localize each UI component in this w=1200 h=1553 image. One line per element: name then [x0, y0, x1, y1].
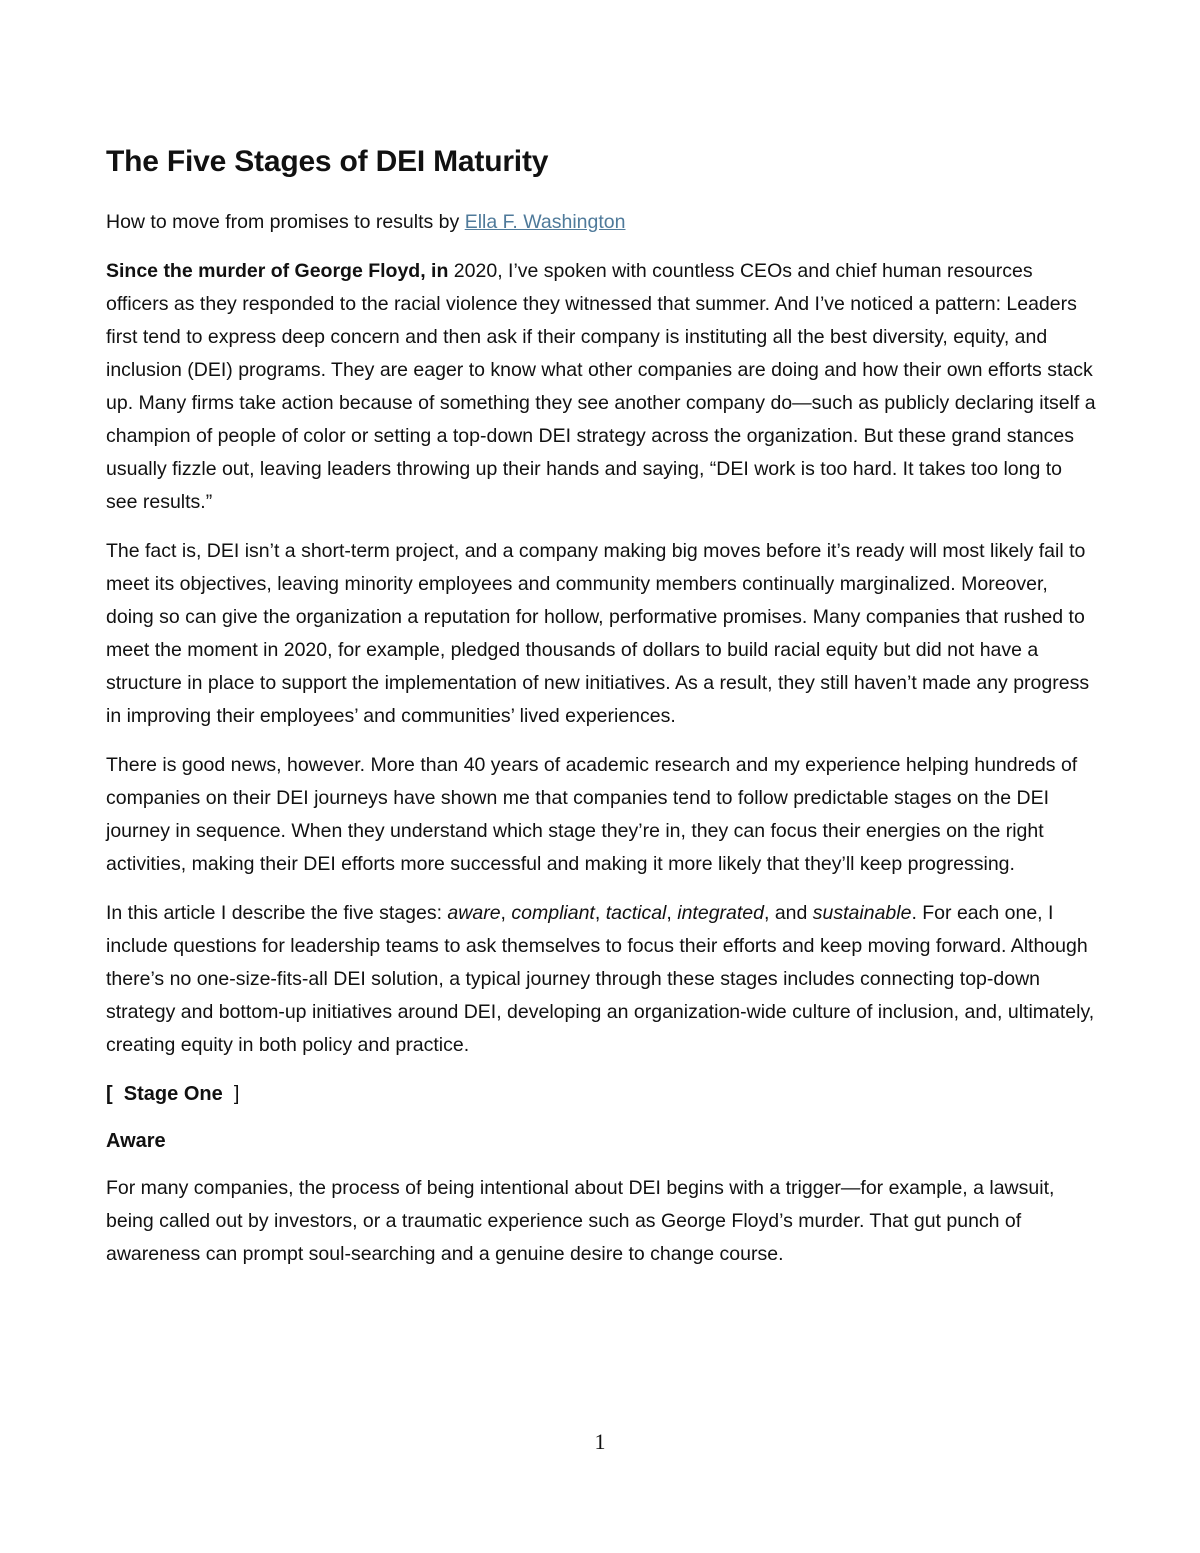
paragraph-aware-stage: For many companies, the process of being intentional about DEI begins with a trigger—for example, a lawsuit, being called out by investors, or a traumatic experience such as George Floyd’s murder. That gut punch of awareness can prompt soul-searching and a genuine desire to change course. — [106, 1177, 1055, 1265]
stage-open-bracket: [ — [106, 1083, 113, 1105]
article-title: The Five Stages of DEI Maturity — [106, 145, 549, 178]
document-body — [106, 142, 1096, 1287]
author-link[interactable]: Ella F. Washington — [464, 211, 626, 233]
stage-term-sustainable: sustainable — [812, 902, 912, 924]
paragraph-intro-body: 2020, I’ve spoken with countless CEOs and chief human resources officers as they responded to the racial violence they witnessed that summer. And I’ve noticed a pattern: Leaders first tend to express deep concern and then ask if their company is instituting all the best diversity, equity, and inclusion (DEI) programs. They are eager to know what other companies are doing and how their own efforts stack up. Many firms take action because of something they see another company do—such as publicly declaring itself a champion of people of color or setting a top-down DEI strategy across the organization. But these grand stances usually fizzle out, leaving leaders throwing up their hands and saying, “DEI work is too hard. It takes too long to see results.” — [106, 260, 1096, 513]
page-number: 1 — [594, 1429, 606, 1454]
article-subtitle — [106, 206, 1096, 239]
stage-label: Stage One — [123, 1083, 223, 1105]
paragraph-good-news: There is good news, however. More than 40 years of academic research and my experience helping hundreds of companies on their DEI journeys have shown me that companies tend to follow predictable stages on the DEI journey in sequence. When they understand which stage they’re in, they can focus their energies on the right activities, making their DEI efforts more successful and making it more likely that they’ll keep progressing. — [106, 754, 1078, 875]
stage-term-aware: aware — [447, 902, 501, 924]
paragraph-lead-in: Since the murder of George Floyd, in — [106, 260, 449, 282]
paragraph-short-term: The fact is, DEI isn’t a short-term project, and a company making big moves before it’s ready will most likely fail to meet its objectives, leaving minority employees and community members continually marginalized. Moreover, doing so can give the organization a reputation for hollow, performative promises. Many companies that rushed to meet the moment in 2020, for example, pledged thousands of dollars to build racial equity but did not have a structure in place to support the implementation of new initiatives. As a result, they still haven’t made any progress in improving their employees’ and communities’ lived experiences. — [106, 540, 1090, 727]
stage-term-compliant: compliant — [511, 902, 595, 924]
paragraph-five-stages-intro: In this article I describe the five stages: — [106, 902, 448, 924]
stage-heading — [106, 1078, 1096, 1111]
stage-close-bracket: ] — [233, 1083, 240, 1105]
stage-term-tactical: tactical — [605, 902, 667, 924]
paragraph-intro — [106, 255, 1096, 519]
stage-name: Aware — [106, 1130, 166, 1152]
paragraph-five-stages-body: . For each one, I include questions for leadership teams to ask themselves to focus their efforts and keep moving forward. Although there’s no one-size-fits-all DEI solution, a typical journey through these stages includes connecting top-down strategy and bottom-up initiatives around DEI, developing an organization-wide culture of inclusion, and, ultimately, creating equity in both policy and practice. — [106, 902, 1095, 1056]
paragraph-five-stages: In this article I describe the five stages: aware, compliant, tactical, integrated, and sustainable. For each one, I include questions for leadership teams to ask themselves to focus their efforts and keep moving forward. Although there’s no one-size-fits-all DEI solution, a typical journey through these stages includes connecting top-down strategy and bottom-up initiatives around DEI, developing an organization-wide culture of inclusion, and, ultimately, creating equity in both policy and practice. — [106, 902, 1095, 1056]
stage-term-integrated: integrated — [677, 902, 764, 924]
subtitle-text: How to move from promises to results by — [106, 211, 465, 233]
